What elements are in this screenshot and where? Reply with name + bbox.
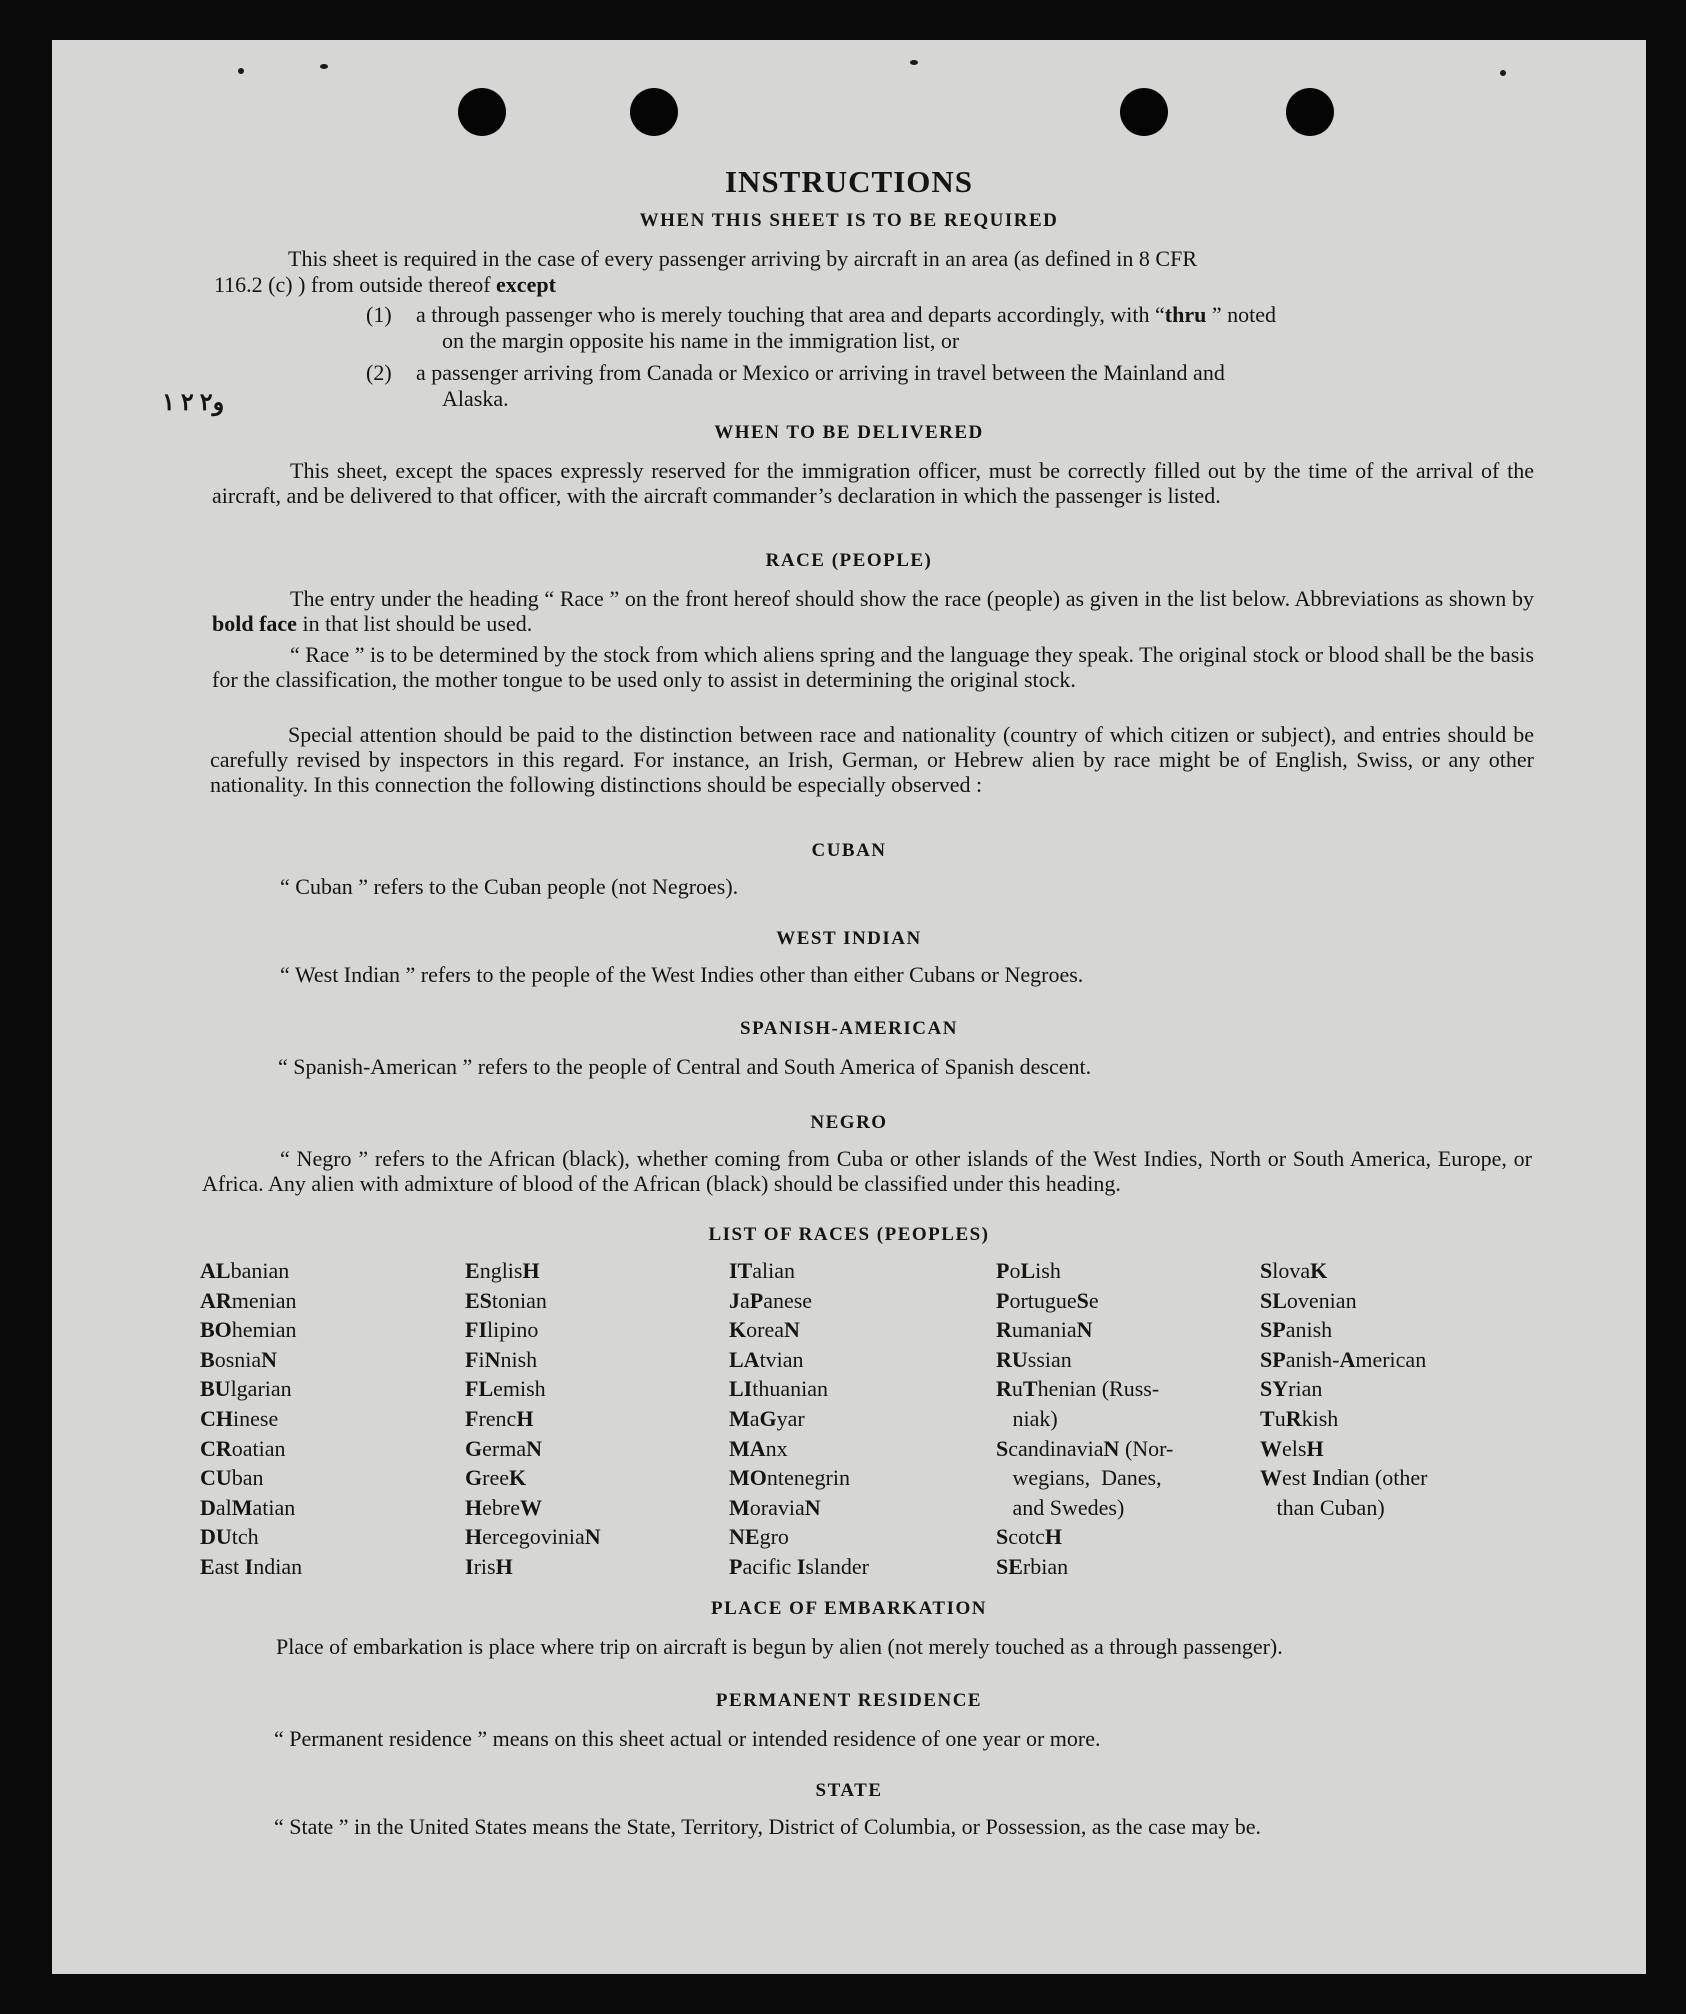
section-heading-spanish-american: SPANISH-AMERICAN bbox=[740, 1018, 958, 1039]
race-list-item: DUtch bbox=[200, 1524, 259, 1550]
race-list-item: RUssian bbox=[996, 1346, 1072, 1372]
race-list-item: GreeK bbox=[465, 1465, 527, 1491]
race-paragraph-2: “ Race ” is to be determined by the stock from which aliens spring and the language they speak. The original stock or blood shall be the basis for the classification, the mother tongue to be used only to assist in determining the original stock. bbox=[212, 642, 1534, 692]
negro-paragraph: “ Negro ” refers to the African (black), whether coming from Cuba or other islands of the West Indies, North or South America, Europe, or Africa. Any alien with admixture of blood of the African (black) should be classified under this heading. bbox=[202, 1146, 1532, 1196]
race-list-item: GermaN bbox=[465, 1435, 542, 1461]
race-list-item: MAnx bbox=[729, 1435, 788, 1461]
race-list-item: SLovenian bbox=[1260, 1287, 1357, 1313]
race-list-item: KoreaN bbox=[729, 1317, 800, 1343]
race-list-item: TuRkish bbox=[1260, 1406, 1339, 1431]
section-heading-state: STATE bbox=[815, 1780, 883, 1801]
race-list-item: ScotcH bbox=[996, 1524, 1063, 1550]
delivered-paragraph: This sheet, except the spaces expressly reserved for the immigration officer, must be correctly filled out by the time of the arrival of the aircraft, and be delivered to that officer, with the aircraft commander’s declaration in which the passenger is listed. bbox=[212, 458, 1534, 508]
section-heading-west-indian: WEST INDIAN bbox=[776, 928, 922, 949]
race-list-item: ScandinaviaN (Nor- bbox=[996, 1435, 1174, 1461]
race-list-item: CRoatian bbox=[200, 1435, 286, 1461]
race-list-item: HebreW bbox=[465, 1494, 542, 1520]
required-line-1: This sheet is required in the case of every passenger arriving by aircraft in an area (as defined in 8 CFR bbox=[288, 246, 1198, 271]
page-title: INSTRUCTIONS bbox=[724, 164, 973, 199]
required-line-2: 116.2 (c) ) from outside thereof except bbox=[214, 272, 556, 297]
spanish-american-text: “ Spanish-American ” refers to the people of Central and South America of Spanish descent. bbox=[278, 1054, 1092, 1079]
race-list-item: ITalian bbox=[729, 1258, 796, 1283]
race-list-item: SYrian bbox=[1260, 1376, 1323, 1402]
race-list-item: SPanish bbox=[1260, 1317, 1333, 1343]
item-2-number: (2) bbox=[366, 360, 392, 385]
section-heading-when-required: WHEN THIS SHEET IS TO BE REQUIRED bbox=[639, 210, 1059, 231]
race-list-item: LIthuanian bbox=[729, 1376, 829, 1402]
race-list-item: ARmenian bbox=[200, 1287, 297, 1313]
race-list-item: SErbian bbox=[996, 1554, 1069, 1579]
cuban-text: “ Cuban ” refers to the Cuban people (not Negroes). bbox=[280, 874, 739, 899]
race-list-item: MOntenegrin bbox=[729, 1465, 850, 1491]
race-list-item: niak) bbox=[996, 1406, 1058, 1431]
race-list-item: JaPanese bbox=[729, 1287, 813, 1313]
race-list-item: LAtvian bbox=[729, 1346, 804, 1372]
race-list-item: EnglisH bbox=[465, 1258, 540, 1283]
permanent-residence-text: “ Permanent residence ” means on this sheet actual or intended residence of one year or more. bbox=[274, 1726, 1101, 1751]
instructions-content bbox=[52, 40, 1646, 1974]
race-list-item: RuThenian (Russ- bbox=[996, 1376, 1160, 1402]
document-sheet bbox=[52, 40, 1646, 1974]
race-list-item: FrencH bbox=[465, 1406, 534, 1431]
race-list-item: FiNnish bbox=[465, 1346, 538, 1372]
race-list-item: EStonian bbox=[465, 1287, 547, 1313]
item-1-number: (1) bbox=[366, 302, 392, 327]
race-list-item: DalMatian bbox=[200, 1494, 296, 1520]
race-list-item: BOhemian bbox=[200, 1317, 297, 1343]
race-list-item: PortugueSe bbox=[996, 1287, 1099, 1313]
race-list-item: PoLish bbox=[996, 1258, 1061, 1283]
race-list-item: West Indian (other bbox=[1260, 1465, 1428, 1491]
embarkation-paragraph: Place of embarkation is place where trip on aircraft is begun by alien (not merely touched as a through passenger). bbox=[276, 1634, 1283, 1659]
section-heading-race: RACE (PEOPLE) bbox=[765, 550, 933, 571]
section-heading-when-delivered: WHEN TO BE DELIVERED bbox=[714, 422, 984, 443]
race-list-item: RumaniaN bbox=[996, 1317, 1093, 1343]
item-1-line-2: on the margin opposite his name in the immigration list, or bbox=[442, 328, 960, 353]
section-heading-cuban: CUBAN bbox=[811, 840, 887, 861]
race-list-item: FIlipino bbox=[465, 1317, 539, 1343]
race-list-item: SPanish-American bbox=[1260, 1346, 1427, 1372]
race-list-item: BosniaN bbox=[200, 1346, 278, 1372]
item-2-line-1: a passenger arriving from Canada or Mexico or arriving in travel between the Mainland and bbox=[416, 360, 1225, 385]
race-list-item: NEgro bbox=[729, 1524, 789, 1550]
margin-handwriting: و٢ ٢ ١ bbox=[162, 390, 225, 416]
state-paragraph: “ State ” in the United States means the State, Territory, District of Columbia, or Possession, as the case may be. bbox=[274, 1814, 1262, 1839]
race-list-item: IrisH bbox=[465, 1554, 513, 1579]
race-list-item: East Indian bbox=[200, 1554, 303, 1579]
item-2-line-2: Alaska. bbox=[442, 386, 509, 411]
race-list-item: WelsH bbox=[1260, 1435, 1324, 1461]
west-indian-text: “ West Indian ” refers to the people of the West Indies other than either Cubans or Negroes. bbox=[280, 962, 1084, 987]
race-list-item: wegians, Danes, bbox=[996, 1465, 1162, 1491]
section-heading-permanent-residence: PERMANENT RESIDENCE bbox=[715, 1690, 983, 1711]
race-paragraph-3: Special attention should be paid to the distinction between race and nationality (country of which citizen or subject), and entries should be carefully revised by inspectors in this regard. For instance, an Irish, German, or Hebrew alien by race might be of English, Swiss, or any other nationality. In this connection the following distinctions should be especially observed : bbox=[210, 722, 1534, 797]
section-heading-list-of-races: LIST OF RACES (PEOPLES) bbox=[708, 1224, 990, 1245]
race-list-item: MaGyar bbox=[729, 1406, 805, 1431]
race-list-item: BUlgarian bbox=[200, 1376, 292, 1402]
item-1-line-1: a through passenger who is merely touching that area and departs accordingly, with “thru ” noted bbox=[416, 302, 1276, 327]
race-paragraph-1: The entry under the heading “ Race ” on the front hereof should show the race (people) as given in the list below. Abbreviations as shown by bold face in that list should be used. bbox=[212, 586, 1534, 636]
race-list-item: SlovaK bbox=[1260, 1258, 1328, 1283]
race-list-item: CUban bbox=[200, 1465, 264, 1491]
race-list-item: and Swedes) bbox=[996, 1494, 1125, 1520]
race-list-item: ALbanian bbox=[200, 1258, 290, 1283]
race-list-item: FLemish bbox=[465, 1376, 546, 1402]
race-list-item: CHinese bbox=[200, 1406, 279, 1431]
race-list-item: MoraviaN bbox=[729, 1494, 821, 1520]
race-list-item: than Cuban) bbox=[1260, 1494, 1385, 1520]
section-heading-place-of-embarkation: PLACE OF EMBARKATION bbox=[711, 1598, 987, 1619]
race-list-item: Pacific Islander bbox=[729, 1554, 869, 1579]
race-list-item: HercegoviniaN bbox=[465, 1524, 601, 1550]
section-heading-negro: NEGRO bbox=[810, 1112, 888, 1133]
